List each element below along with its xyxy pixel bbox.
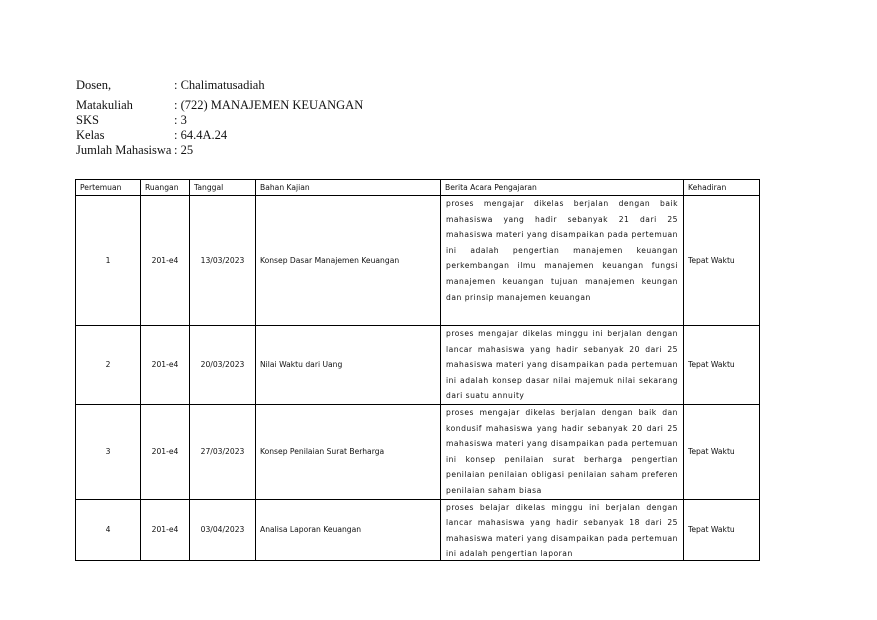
header-jumlah-mahasiswa — [76, 143, 363, 158]
matakuliah-value: : (722) MANAJEMEN KEUANGAN — [174, 98, 364, 112]
column-header-pertemuan: Pertemuan — [76, 180, 141, 196]
table-row — [76, 196, 760, 326]
column-header-bahan-kajian: Bahan Kajian — [256, 180, 441, 196]
dosen-value: : Chalimatusadiah — [174, 78, 265, 92]
cell-pertemuan: 1 — [76, 196, 141, 326]
cell-berita-acara: proses mengajar dikelas berjalan dengan baik dan kondusif mahasiswa yang hadir sebanyak 20 dari 25 mahasiswa materi yang disampaikan pada pertemuan ini konsep penilaian surat berharga pengertian penilaian penilaian obligasi penilaian saham preferen penilaian saham biasa — [441, 404, 684, 499]
header-sks — [76, 113, 363, 128]
column-header-ruangan: Ruangan — [141, 180, 190, 196]
cell-berita-acara: proses mengajar dikelas berjalan dengan baik mahasiswa yang hadir sebanyak 21 dari 25 mahasiswa materi yang disampaikan pada pertemuan ini adalah pengertian manajemen keuangan perkembangan ilmu manajemen keuangan fungsi manajemen keuangan tujuan manajemen keungan dan prinsip manajemen keuangan — [441, 196, 684, 326]
column-header-tanggal: Tanggal — [190, 180, 256, 196]
cell-bahan-kajian: Konsep Penilaian Surat Berharga — [256, 404, 441, 499]
kelas-value: : 64.4A.24 — [174, 128, 228, 142]
cell-bahan-kajian: Analisa Laporan Keuangan — [256, 499, 441, 560]
cell-pertemuan: 4 — [76, 499, 141, 560]
jumlah-mahasiswa-value: : 25 — [174, 143, 194, 157]
dosen-label: Dosen, — [76, 78, 112, 92]
cell-tanggal: 13/03/2023 — [190, 196, 256, 326]
cell-kehadiran: Tepat Waktu — [684, 196, 760, 326]
cell-kehadiran: Tepat Waktu — [684, 326, 760, 405]
cell-bahan-kajian: Konsep Dasar Manajemen Keuangan — [256, 196, 441, 326]
cell-berita-acara: proses mengajar dikelas minggu ini berjalan dengan lancar mahasiswa yang hadir sebanyak 20 dari 25 mahasiswa materi yang disampaikan pada pertemuan ini adalah konsep dasar nilai majemuk nilai sekarang dari suatu annuity — [441, 326, 684, 405]
cell-berita-acara — [441, 499, 684, 560]
table-row — [76, 326, 760, 405]
cell-bahan-kajian: Nilai Waktu dari Uang — [256, 326, 441, 405]
cell-ruangan: 201-e4 — [141, 196, 190, 326]
header-matakuliah — [76, 98, 363, 113]
cell-tanggal: 27/03/2023 — [190, 404, 256, 499]
cell-pertemuan: 2 — [76, 326, 141, 405]
document-header — [76, 78, 363, 158]
sks-value: : 3 — [174, 113, 187, 127]
cell-ruangan: 201-e4 — [141, 326, 190, 405]
berita-acara-text: proses belajar dikelas minggu ini berjalan dengan lancar mahasiswa yang hadir sebanyak 18 dari 25 mahasiswa materi yang disampaikan pada pertemuan ini adalah pengertian laporan — [446, 502, 678, 559]
sks-label: SKS — [76, 113, 99, 127]
cell-tanggal: 20/03/2023 — [190, 326, 256, 405]
header-dosen — [76, 78, 363, 93]
matakuliah-label: Matakuliah — [76, 98, 133, 112]
cell-kehadiran: Tepat Waktu — [684, 404, 760, 499]
cell-tanggal: 03/04/2023 — [190, 499, 256, 560]
kelas-label: Kelas — [76, 128, 105, 142]
column-header-berita-acara: Berita Acara Pengajaran — [441, 180, 684, 196]
jumlah-mahasiswa-label: Jumlah Mahasiswa — [76, 143, 172, 157]
table-row — [76, 404, 760, 499]
table-row — [76, 499, 760, 560]
cell-pertemuan: 3 — [76, 404, 141, 499]
column-header-kehadiran: Kehadiran — [684, 180, 760, 196]
header-kelas — [76, 128, 363, 143]
cell-kehadiran: Tepat Waktu — [684, 499, 760, 560]
table-header-row — [76, 180, 760, 196]
attendance-table — [75, 179, 760, 561]
cell-ruangan: 201-e4 — [141, 404, 190, 499]
cell-ruangan: 201-e4 — [141, 499, 190, 560]
